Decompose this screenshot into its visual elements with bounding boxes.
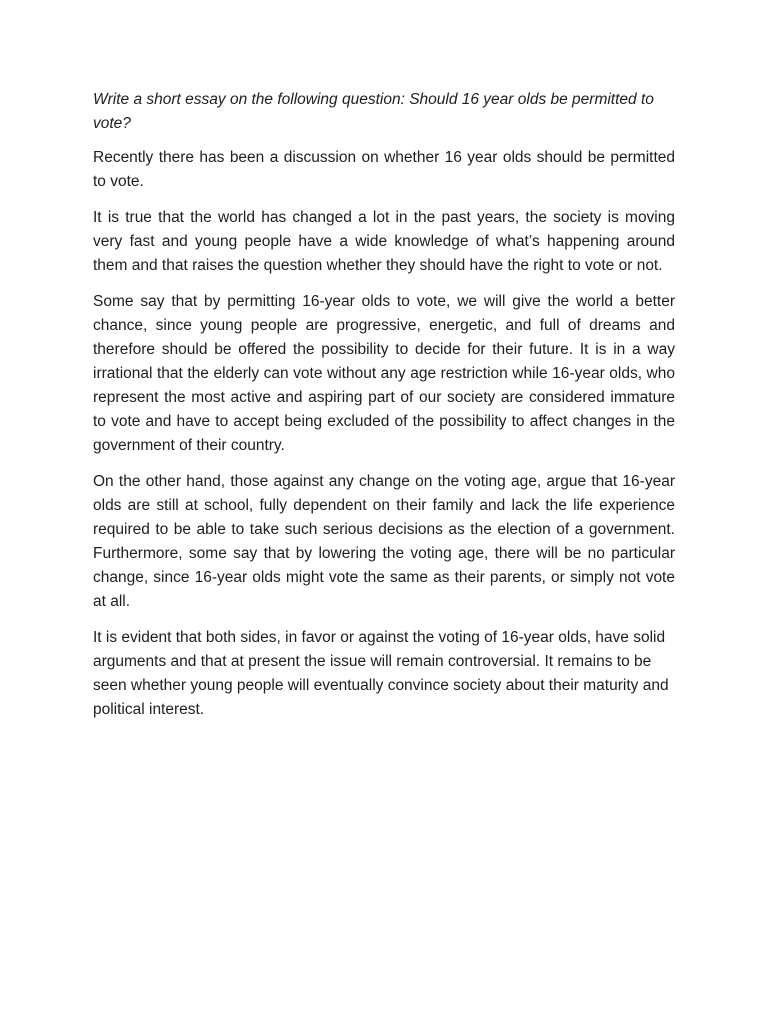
essay-paragraph-3: Some say that by permitting 16-year olds to vote, we will give the world a better chance, since young people are progressive, energetic, and full of dreams and therefore should be offered the possibility to decide for their future. It is in a way irrational that the elderly can vote without any age restriction while 16-year olds, who represent the most active and aspiring part of our society are considered immature to vote and have to accept being excluded of the possibility to affect changes in the government of their country. — [93, 293, 675, 454]
document-body — [93, 88, 675, 734]
essay-paragraph-1: Recently there has been a discussion on whether 16 year olds should be permitted to vote. — [93, 149, 675, 190]
essay-paragraph-4: On the other hand, those against any change on the voting age, argue that 16-year olds are still at school, fully dependent on their family and lack the life experience required to be able to take such serious decisions as the election of a government. Furthermore, some say that by lowering the voting age, there will be no particular change, since 16-year olds might vote the same as their parents, or simply not vote at all. — [93, 473, 675, 610]
essay-prompt: Write a short essay on the following question: Should 16 year olds be permitted to vote? — [93, 91, 654, 132]
essay-paragraph-2: It is true that the world has changed a lot in the past years, the society is moving very fast and young people have a wide knowledge of what’s happening around them and that raises the question whether they should have the right to vote or not. — [93, 209, 675, 274]
essay-paragraph-5: It is evident that both sides, in favor or against the voting of 16-year olds, have solid arguments and that at present the issue will remain controversial. It remains to be seen whether young people will eventually convince society about their maturity and political interest. — [93, 629, 669, 718]
